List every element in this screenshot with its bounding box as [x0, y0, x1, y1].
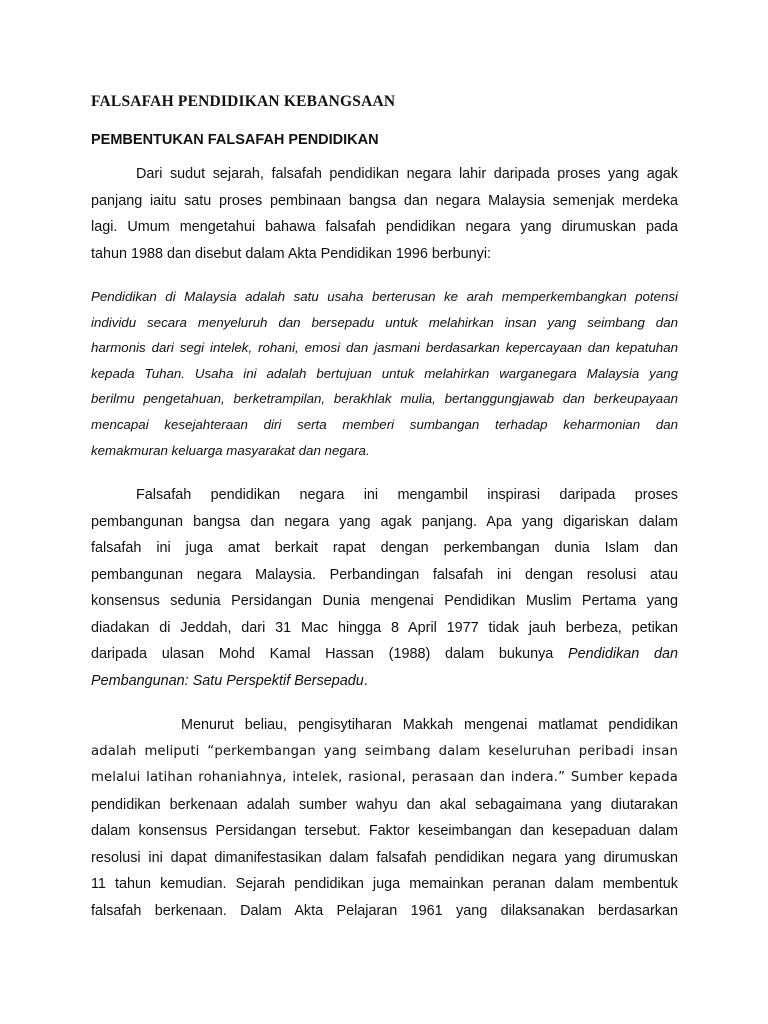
paragraph-line: pembangunan negara Malaysia. Perbandingan falsafah ini dengan resolusi atau [91, 566, 678, 583]
paragraph-line [91, 668, 678, 695]
document-title: FALSAFAH PENDIDIKAN KEBANGSAAN [91, 93, 396, 110]
quote-line: mencapai kesejahteraan diri serta memberi sumbangan terhadap keharmonian dan [91, 416, 678, 432]
paragraph-line: lagi. Umum mengetahui bahawa falsafah pendidikan negara yang dirumuskan pada [91, 219, 678, 235]
quote-line: kepada Tuhan. Usaha ini adalah bertujuan untuk melahirkan warganegara Malaysia yang [91, 365, 678, 381]
paragraph-line [91, 641, 678, 668]
paragraph-line: 11 tahun kemudian. Sejarah pendidikan juga memainkan peranan dalam membentuk [91, 876, 678, 893]
line-end: . [363, 672, 368, 689]
book-title-part: Pembangunan: Satu Perspektif Bersepadu [91, 672, 364, 689]
quote-line: individu secara menyeluruh dan bersepadu untuk melahirkan insan yang seimbang dan [91, 314, 678, 330]
line-text: daripada ulasan Mohd Kamal Hassan (1988) dalam bukunya [91, 646, 569, 663]
paragraph-line: adalah meliputi “perkembangan yang seimbang dalam keseluruhan peribadi insan [91, 743, 678, 759]
quote-line: berilmu pengetahuan, berketrampilan, berakhlak mulia, bertanggungjawab dan berkeupayaan [91, 391, 678, 407]
document-page [91, 92, 678, 924]
paragraph-line: konsensus sedunia Persidangan Dunia mengenai Pendidikan Muslim Pertama yang [91, 593, 678, 610]
paragraph-intro [91, 161, 678, 267]
paragraph-line: pembangunan bangsa dan negara yang agak panjang. Apa yang digariskan dalam [91, 513, 678, 530]
paragraph-inspiration [91, 482, 678, 694]
philosophy-quote [91, 284, 678, 463]
paragraph-line: panjang iaitu satu proses pembinaan bangsa dan negara Malaysia semenjak merdeka [91, 192, 678, 209]
paragraph-line: Menurut beliau, pengisytiharan Makkah mengenai matlamat pendidikan [181, 717, 678, 734]
paragraph-makkah [91, 712, 678, 924]
paragraph-line: melalui latihan rohaniahnya, intelek, rasional, perasaan dan indera.” Sumber kepada [91, 770, 678, 786]
paragraph-line: Falsafah pendidikan negara ini mengambil inspirasi daripada proses [136, 487, 678, 504]
paragraph-line: Dari sudut sejarah, falsafah pendidikan negara lahir daripada proses yang agak [136, 166, 678, 182]
paragraph-line: dalam konsensus Persidangan tersebut. Faktor keseimbangan dan kesepaduan dalam [91, 823, 678, 840]
paragraph-line: diadakan di Jeddah, dari 31 Mac hingga 8 April 1977 tidak jauh berbeza, petikan [91, 619, 678, 636]
paragraph-line: falsafah ini juga amat berkait rapat dengan perkembangan dunia Islam dan [91, 540, 678, 557]
paragraph-line: tahun 1988 dan disebut dalam Akta Pendidikan 1996 berbunyi: [91, 245, 492, 262]
paragraph-line: resolusi ini dapat dimanifestasikan dalam falsafah pendidikan negara yang dirumuskan [91, 849, 678, 866]
paragraph-line: pendidikan berkenaan adalah sumber wahyu dan akal sebagaimana yang diutarakan [91, 796, 678, 813]
quote-line: harmonis dari segi intelek, rohani, emosi dan jasmani berdasarkan kepercayaan dan kepatuhan [91, 340, 678, 356]
section-heading: PEMBENTUKAN FALSAFAH PENDIDIKAN [91, 132, 379, 148]
quote-line: kemakmuran keluarga masyarakat dan negara. [91, 442, 370, 458]
quote-line: Pendidikan di Malaysia adalah satu usaha berterusan ke arah memperkembangkan potensi [91, 289, 678, 304]
paragraph-line: falsafah berkenaan. Dalam Akta Pelajaran 1961 yang dilaksanakan berdasarkan [91, 902, 678, 919]
book-title-part: Pendidikan dan [568, 646, 678, 663]
